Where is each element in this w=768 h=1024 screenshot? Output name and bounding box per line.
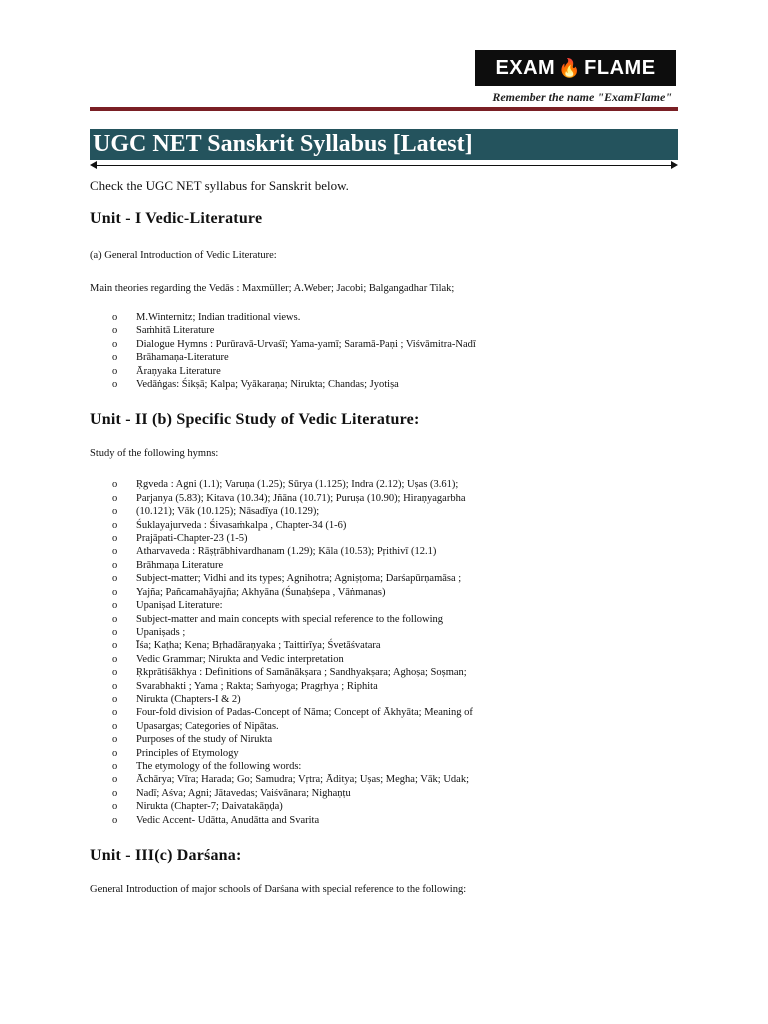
unit-2-heading: Unit - II (b) Specific Study of Vedic Literature: <box>90 411 420 429</box>
bullet-marker-icon: o <box>112 312 118 323</box>
list-item-text: (10.121); Vāk (10.125); Nāsadīya (10.129); <box>136 506 320 518</box>
unit-2-intro: Study of the following hymns: <box>90 448 219 460</box>
list-item <box>112 532 680 545</box>
list-item <box>112 519 680 532</box>
list-item-text: Ṛkprātiśākhya : Definitions of Samānākṣara ; Sandhyakṣara; Aghoṣa; Soṣman; <box>136 667 467 679</box>
unit-1-subheading: (a) General Introduction of Vedic Literature: <box>90 250 277 261</box>
list-item <box>112 559 680 572</box>
page-title: UGC NET Sanskrit Syllabus [Latest] <box>90 129 678 160</box>
list-item-text: Āchārya; Vīra; Harada; Go; Samudra; Vṛtra; Āditya; Uṣas; Megha; Vāk; Udak; <box>136 774 469 786</box>
bullet-marker-icon: o <box>112 653 118 665</box>
double-arrow-divider <box>90 161 678 171</box>
list-item-text: Atharvaveda : Rāṣṭrābhivardhanam (1.29); Kāla (10.53); Pṛithivī (12.1) <box>136 546 437 558</box>
list-item-text: Saṁhitā Literature <box>136 325 215 337</box>
list-item-text: Upaniṣad Literature: <box>136 600 223 612</box>
bullet-marker-icon: o <box>112 626 118 638</box>
list-item <box>112 311 680 324</box>
bullet-marker-icon: o <box>112 640 118 652</box>
list-item-text: Vedic Grammar; Nirukta and Vedic interpretation <box>136 653 344 665</box>
logo-text-exam: EXAM <box>495 56 556 79</box>
list-item-text: Upasargas; Categories of Nipātas. <box>136 720 279 732</box>
list-item <box>112 693 680 706</box>
bullet-marker-icon: o <box>112 720 118 732</box>
list-item <box>112 626 680 639</box>
bullet-marker-icon: o <box>112 586 118 598</box>
bullet-marker-icon: o <box>112 814 118 826</box>
flame-icon: 🔥 <box>558 57 582 78</box>
list-item-text: The etymology of the following words: <box>136 760 302 772</box>
list-item-text: Ṛgveda : Agni (1.1); Varuṇa (1.25); Sūrya (1.125); Indra (2.12); Uṣas (3.61); <box>136 479 459 491</box>
bullet-marker-icon: o <box>112 325 118 337</box>
unit-3-heading: Unit - III(c) Darśana: <box>90 847 242 864</box>
intro-text: Check the UGC NET syllabus for Sanskrit below. <box>90 178 349 193</box>
header-rule <box>90 107 678 111</box>
unit-2-list <box>90 478 680 827</box>
list-item <box>112 338 680 351</box>
list-item-text: Yajña; Pañcamahāyajña; Akhyāna (Śunaḥśepa , Vāṅmanas) <box>136 586 386 598</box>
list-item-text: Prajāpati-Chapter-23 (1-5) <box>136 533 248 545</box>
unit-1-list <box>90 311 680 391</box>
list-item <box>112 800 680 813</box>
list-item-text: Vedic Accent- Udātta, Anudātta and Svarita <box>136 814 320 826</box>
list-item <box>112 492 680 505</box>
list-item <box>112 599 680 612</box>
syllabus-content <box>90 178 680 896</box>
tagline: Remember the name "ExamFlame" <box>492 90 672 104</box>
list-item-text: Vedāṅgas: Śikṣā; Kalpa; Vyākaraṇa; Nirukta; Chandas; Jyotiṣa <box>136 379 399 391</box>
bullet-marker-icon: o <box>112 787 118 799</box>
list-item <box>112 747 680 760</box>
bullet-marker-icon: o <box>112 667 118 679</box>
bullet-marker-icon: o <box>112 533 118 545</box>
list-item <box>112 324 680 337</box>
bullet-marker-icon: o <box>112 506 118 518</box>
list-item-text: Subject-matter; Vidhi and its types; Agnihotra; Agniṣṭoma; Darśapūrṇamāsa ; <box>136 573 462 585</box>
bullet-marker-icon: o <box>112 559 118 571</box>
list-item <box>112 505 680 518</box>
bullet-marker-icon: o <box>112 546 118 558</box>
arrow-right-icon <box>671 161 678 169</box>
bullet-marker-icon: o <box>112 693 118 705</box>
list-item <box>112 680 680 693</box>
bullet-marker-icon: o <box>112 734 118 746</box>
list-item-text: Nirukta (Chapters-I & 2) <box>136 693 241 705</box>
list-item-text: Svarabhakti ; Yama ; Rakta; Saṁyoga; Pragṛhya ; Riphita <box>136 680 378 692</box>
list-item <box>112 733 680 746</box>
unit-1-heading: Unit - I Vedic-Literature <box>90 210 263 227</box>
list-item-text: Āraṇyaka Literature <box>136 365 221 377</box>
list-item <box>112 706 680 719</box>
bullet-marker-icon: o <box>112 680 118 692</box>
list-item <box>112 572 680 585</box>
list-item <box>112 365 680 378</box>
list-item <box>112 666 680 679</box>
list-item <box>112 586 680 599</box>
list-item-text: Dialogue Hymns : Purūravā-Urvaśī; Yama-yamī; Saramā-Paṇi ; Viśvāmitra-Nadī <box>136 338 476 350</box>
bullet-marker-icon: o <box>112 492 118 504</box>
list-item-text: Principles of Etymology <box>136 747 239 759</box>
list-item-text: Subject-matter and main concepts with special reference to the following <box>136 613 444 625</box>
bullet-marker-icon: o <box>112 519 118 531</box>
list-item-text: M.Winternitz; Indian traditional views. <box>136 312 301 323</box>
bullet-marker-icon: o <box>112 760 118 772</box>
logo-text-flame: FLAME <box>584 56 656 79</box>
list-item-text: Parjanya (5.83); Kitava (10.34); Jñāna (10.71); Puruṣa (10.90); Hiraṇyagarbha <box>136 492 466 504</box>
list-item <box>112 773 680 786</box>
bullet-marker-icon: o <box>112 747 118 759</box>
unit-3-intro: General Introduction of major schools of Darśana with special reference to the following: <box>90 884 467 895</box>
list-item-text: Śuklayajurveda : Śivasaṁkalpa , Chapter-34 (1-6) <box>136 519 347 531</box>
list-item-text: Upaniṣads ; <box>136 626 186 638</box>
list-item-text: Four-fold division of Padas-Concept of Nāma; Concept of Ākhyāta; Meaning of <box>136 707 473 719</box>
bullet-marker-icon: o <box>112 479 118 491</box>
list-item <box>112 639 680 652</box>
bullet-marker-icon: o <box>112 573 118 585</box>
bullet-marker-icon: o <box>112 338 118 350</box>
list-item <box>112 814 680 827</box>
list-item <box>112 760 680 773</box>
bullet-marker-icon: o <box>112 352 118 364</box>
bullet-marker-icon: o <box>112 801 118 813</box>
list-item <box>112 787 680 800</box>
list-item <box>112 351 680 364</box>
list-item <box>112 653 680 666</box>
bullet-marker-icon: o <box>112 600 118 612</box>
list-item <box>112 478 680 491</box>
bullet-marker-icon: o <box>112 365 118 377</box>
list-item-text: Īśa; Kaṭha; Kena; Bṛhadāraṇyaka ; Taittirīya; Śvetāśvatara <box>136 640 381 652</box>
bullet-marker-icon: o <box>112 613 118 625</box>
list-item-text: Purposes of the study of Nirukta <box>136 734 273 746</box>
list-item <box>112 613 680 626</box>
examflame-logo[interactable] <box>475 50 676 86</box>
unit-1-theories: Main theories regarding the Vedās : Maxmüller; A.Weber; Jacobi; Balgangadhar Tilak; <box>90 283 455 294</box>
bullet-marker-icon: o <box>112 707 118 719</box>
list-item <box>112 378 680 391</box>
list-item <box>112 545 680 558</box>
list-item-text: Nirukta (Chapter-7; Daivatakāṇḍa) <box>136 801 283 813</box>
list-item-text: Brāhmaṇa Literature <box>136 559 224 571</box>
list-item-text: Brāhamaṇa-Literature <box>136 352 229 364</box>
list-item <box>112 720 680 733</box>
bullet-marker-icon: o <box>112 379 118 391</box>
bullet-marker-icon: o <box>112 774 118 786</box>
list-item-text: Nadī; Aśva; Agni; Jātavedas; Vaiśvānara; Nighaṇṭu <box>136 787 351 799</box>
